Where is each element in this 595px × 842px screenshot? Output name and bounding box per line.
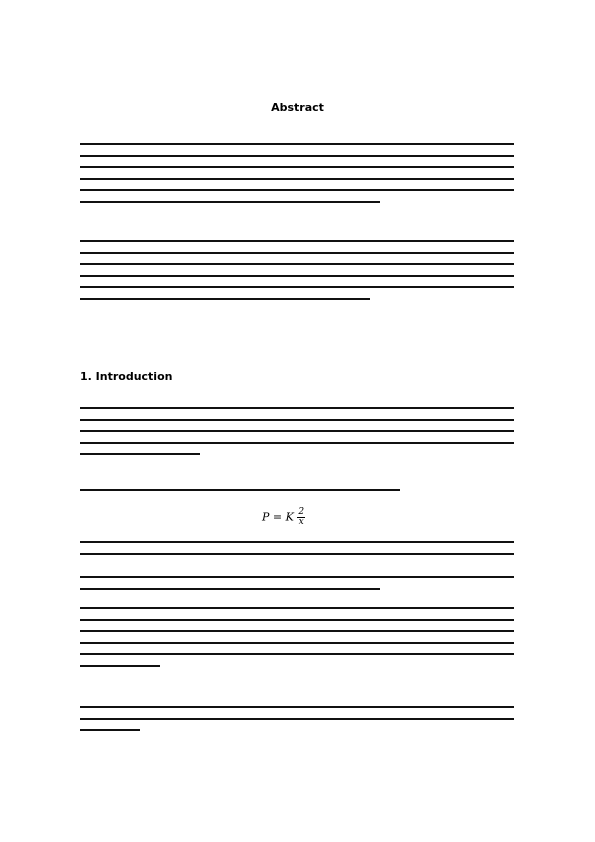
section-text-line: [80, 642, 514, 644]
equation-numerator: 2: [298, 507, 305, 517]
section-text-line: [80, 607, 514, 609]
section-text-line: [80, 430, 514, 432]
abstract-text-line: [80, 286, 514, 288]
section-text-line: [80, 653, 514, 655]
section-text-line: [80, 619, 514, 621]
section-text-line: [80, 489, 400, 491]
equation-rhs-base: K: [285, 510, 294, 524]
section-text-line: [80, 407, 514, 409]
section-text-line: [80, 630, 514, 632]
section-text-line: [80, 419, 514, 421]
abstract-text-line: [80, 240, 514, 242]
abstract-text-line: [80, 252, 514, 254]
section-text-line: [80, 665, 160, 667]
abstract-text-line: [80, 143, 514, 145]
abstract-text-line: [80, 275, 514, 277]
section-text-line: [80, 576, 514, 578]
abstract-text-line: [80, 201, 380, 203]
abstract-text-line: [80, 166, 514, 168]
equation-fraction: [297, 508, 305, 527]
abstract-text-line: [80, 178, 514, 180]
abstract-text-line: [80, 189, 514, 191]
equation-equals: =: [272, 510, 286, 524]
abstract-title: Abstract: [271, 101, 324, 114]
section-text-line: [80, 453, 200, 455]
section-text-line: [80, 588, 380, 590]
abstract-text-line: [80, 298, 370, 300]
section-text-line: [80, 729, 140, 731]
equation-denominator: x: [298, 517, 304, 527]
section-text-line: [80, 706, 514, 708]
section-text-line: [80, 442, 514, 444]
section-heading: 1. Introduction: [80, 370, 173, 383]
section-text-line: [80, 541, 514, 543]
abstract-text-line: [80, 263, 514, 265]
section-text-line: [80, 553, 514, 555]
equation-lhs: P: [262, 510, 270, 524]
abstract-text-line: [80, 155, 514, 157]
equation: [262, 508, 305, 527]
section-text-line: [80, 718, 514, 720]
